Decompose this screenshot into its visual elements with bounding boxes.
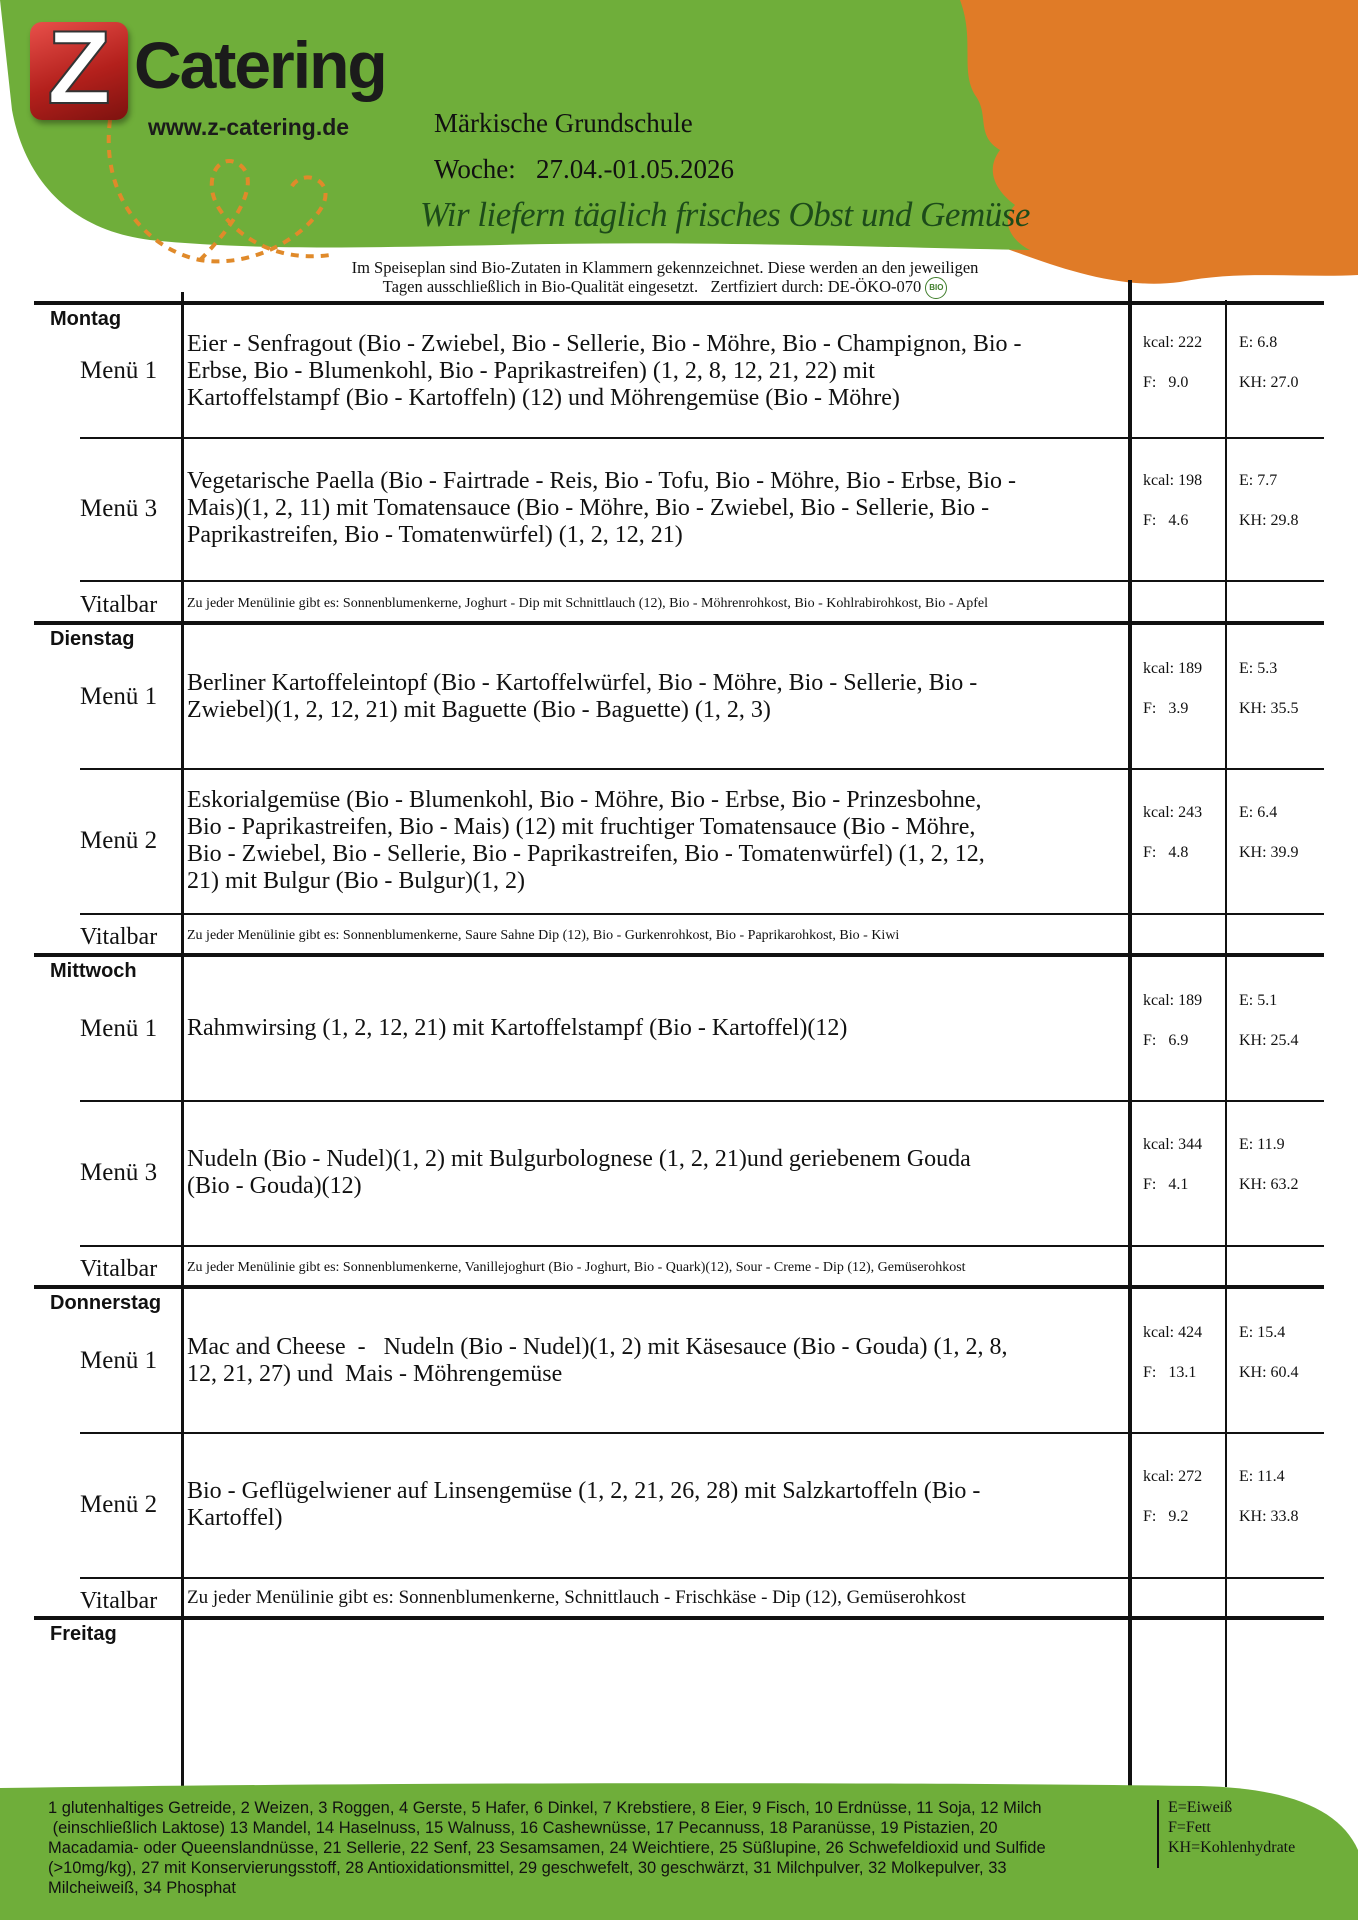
menu-description-line: Nudeln (Bio - Nudel)(1, 2) mit Bulgurbolognese (1, 2, 21)und geriebenem Gouda [187,1145,971,1172]
fat-value: F: 9.0 [1143,374,1189,391]
day-separator [34,953,1324,957]
day-name: Montag [50,308,122,330]
menu-description-line: Bio - Paprikastreifen, Bio - Mais) (12) mit fruchtiger Tomatensauce (Bio - Möhre, [187,813,976,840]
logo-url: www.z-catering.de [148,114,350,140]
bio-note-line-1: Im Speiseplan sind Bio-Zutaten in Klammern gekennzeichnet. Diese werden an den jeweiligen [351,258,979,277]
menu-description-line: Mais)(1, 2, 11) mit Tomatensauce (Bio - Möhre, Bio - Zwiebel, Bio - Sellerie, Bio - [187,495,990,521]
legend-protein: E=Eiweiß [1168,1799,1233,1816]
menu-separator [80,580,1324,582]
menu-description-line: (Bio - Gouda)(12) [187,1172,362,1199]
fat-value: F: 4.8 [1143,843,1189,861]
vitalbar-label: Vitalbar [80,924,158,950]
carbs-value: KH: 35.5 [1239,699,1299,717]
day-name: Mittwoch [50,960,137,982]
fat-value: F: 6.9 [1143,1031,1189,1049]
allergen-line: (einschließlich Laktose) 13 Mandel, 14 Haselnuss, 15 Walnuss, 16 Cashewnüsse, 17 Pecannuss, 18 Paranüsse, 19 Pistazien, 20 [48,1819,998,1837]
protein-value: E: 15.4 [1239,1323,1286,1341]
allergen-line: 1 glutenhaltiges Getreide, 2 Weizen, 3 Roggen, 4 Gerste, 5 Hafer, 6 Dinkel, 7 Krebstiere, 8 Eier, 9 Fisch, 10 Erdnüsse, 11 Soja, 12 Milch [48,1799,1042,1817]
logo-wordmark: Catering [134,28,386,102]
vitalbar-label: Vitalbar [80,1588,158,1614]
carbs-value: KH: 33.8 [1239,1507,1299,1525]
vitalbar-label: Vitalbar [80,1256,158,1282]
day-name: Dienstag [50,628,135,650]
carbs-value: KH: 29.8 [1239,511,1299,529]
menu-description-line: Eier - Senfragout (Bio - Zwiebel, Bio - Sellerie, Bio - Möhre, Bio - Champignon, Bio - [187,330,1022,357]
legend-fat: F=Fett [1168,1819,1211,1836]
day-separator [34,1616,1324,1620]
kcal-value: kcal: 243 [1143,803,1203,821]
menu-label: Menü 1 [80,1346,158,1374]
kcal-value: kcal: 344 [1143,1135,1203,1153]
vitalbar-text: Zu jeder Menülinie gibt es: Sonnenblumenkerne, Schnittlauch - Frischkäse - Dip (12), Gemüserohkost [187,1587,966,1608]
nutrition-legend [1168,1798,1295,1858]
kcal-value: kcal: 189 [1143,659,1203,677]
menu-separator [80,913,1324,915]
kcal-value: kcal: 198 [1143,471,1203,489]
allergen-line: Macadamia- oder Queenslandnüsse, 21 Sellerie, 22 Senf, 23 Sesamsamen, 24 Weichtiere, 25 Süßlupine, 26 Schwefeldioxid und Sulfide [48,1839,1046,1857]
column-divider-menu [181,292,184,1787]
kcal-value: kcal: 272 [1143,1467,1203,1485]
fat-value: F: 13.1 [1143,1363,1197,1381]
protein-value: E: 6.4 [1239,803,1278,821]
bio-note-line-2-text: Tagen ausschließlich in Bio-Qualität eingesetzt. Zertfiziert durch: DE-ÖKO-070 [382,277,922,296]
menu-separator [80,437,1324,439]
carbs-value: KH: 39.9 [1239,843,1299,861]
legend-divider [1157,1800,1159,1868]
logo-letter: Z [47,10,111,126]
menu-description-line: Zwiebel)(1, 2, 12, 21) mit Baguette (Bio - Baguette) (1, 2, 3) [187,696,771,723]
menu-description-line: 21) mit Bulgur (Bio - Bulgur)(1, 2) [187,867,525,894]
menu-description-line: Mac and Cheese - Nudeln (Bio - Nudel)(1, 2) mit Käsesauce (Bio - Gouda) (1, 2, 8, [187,1333,1008,1360]
menu-description-line: Eskorialgemüse (Bio - Blumenkohl, Bio - Möhre, Bio - Erbse, Bio - Prinzesbohne, [187,786,982,813]
menu-label: Menü 3 [80,494,158,522]
protein-value: E: 6.8 [1239,334,1278,351]
menu-label: Menü 1 [80,357,158,384]
carbs-value: KH: 27.0 [1239,374,1299,391]
day-separator [34,621,1324,625]
menu-label: Menü 2 [80,826,158,854]
bio-note-line-2 [250,277,1080,299]
menu-separator [80,1432,1324,1434]
menu-description-line: Kartoffel) [187,1504,283,1531]
fat-value: F: 4.6 [1143,511,1189,529]
day-name: Donnerstag [50,1292,162,1314]
vitalbar-label: Vitalbar [80,592,158,618]
kcal-value: kcal: 222 [1143,334,1203,351]
kcal-value: kcal: 424 [1143,1323,1203,1341]
column-divider-nutrition [1128,280,1132,1787]
menu-separator [80,1577,1324,1579]
carbs-value: KH: 63.2 [1239,1175,1299,1193]
kcal-value: kcal: 189 [1143,991,1203,1009]
menu-separator [80,1245,1324,1247]
menu-description-line: Bio - Geflügelwiener auf Linsengemüse (1, 2, 21, 26, 28) mit Salzkartoffeln (Bio - [187,1477,981,1504]
menu-description-line: Rahmwirsing (1, 2, 12, 21) mit Kartoffelstampf (Bio - Kartoffel)(12) [187,1015,848,1041]
menu-label: Menü 3 [80,1158,158,1186]
school-name: Märkische Grundschule [434,108,693,138]
bio-note [250,258,1080,299]
bio-seal-icon: BIO [925,277,947,299]
menu-description-line: Vegetarische Paella (Bio - Fairtrade - Reis, Bio - Tofu, Bio - Möhre, Bio - Erbse, Bio - [187,468,1017,494]
menu-description-line: Kartoffelstampf (Bio - Kartoffeln) (12) und Möhrengemüse (Bio - Möhre) [187,384,900,411]
menu-label: Menü 1 [80,682,158,710]
menu-description-line: Erbse, Bio - Blumenkohl, Bio - Paprikastreifen) (1, 2, 8, 12, 21, 22) mit [187,357,875,384]
allergen-line: (>10mg/kg), 27 mit Konservierungsstoff, 28 Antioxidationsmittel, 29 geschwefelt, 30 geschwärzt, 31 Milchpulver, 32 Molkepulver, 33 [48,1859,1007,1877]
fat-value: F: 3.9 [1143,699,1189,717]
day-name: Freitag [50,1623,117,1645]
fat-value: F: 4.1 [1143,1175,1189,1193]
menu-label: Menü 2 [80,1490,158,1518]
menu-separator [80,768,1324,770]
day-separator [34,301,1324,305]
slogan: Wir liefern täglich frisches Obst und Gemüse [420,195,1030,234]
protein-value: E: 7.7 [1239,471,1278,489]
carbs-value: KH: 60.4 [1239,1363,1299,1381]
protein-value: E: 5.1 [1239,991,1278,1009]
allergen-list [48,1798,1158,1898]
protein-value: E: 5.3 [1239,659,1278,677]
week-range: Woche: 27.04.-01.05.2026 [434,154,735,184]
vitalbar-text: Zu jeder Menülinie gibt es: Sonnenblumenkerne, Joghurt - Dip mit Schnittlauch (12), Bio - Möhrenrohkost, Bio - Kohlrabirohkost, Bio - Apfel [187,596,988,611]
column-divider-nutrition-inner [1225,300,1227,1787]
vitalbar-text: Zu jeder Menülinie gibt es: Sonnenblumenkerne, Saure Sahne Dip (12), Bio - Gurkenrohkost, Bio - Paprikarohkost, Bio - Kiwi [187,928,900,943]
protein-value: E: 11.4 [1239,1467,1285,1485]
menu-description-line: 12, 21, 27) und Mais - Möhrengemüse [187,1360,563,1387]
menu-separator [80,1100,1324,1102]
carbs-value: KH: 25.4 [1239,1031,1299,1049]
menu-description-line: Paprikastreifen, Bio - Tomatenwürfel) (1, 2, 12, 21) [187,522,683,548]
menu-label: Menü 1 [80,1014,158,1042]
day-separator [34,1285,1324,1289]
vitalbar-text: Zu jeder Menülinie gibt es: Sonnenblumenkerne, Vanillejoghurt (Bio - Joghurt, Bio - Quark)(12), Sour - Creme - Dip (12), Gemüserohkost [187,1260,966,1275]
menu-description-line: Bio - Zwiebel, Bio - Sellerie, Bio - Paprikastreifen, Bio - Tomatenwürfel) (1, 2, 12, [187,840,985,867]
protein-value: E: 11.9 [1239,1135,1285,1153]
fat-value: F: 9.2 [1143,1507,1189,1525]
legend-carbs: KH=Kohlenhydrate [1168,1839,1296,1856]
menu-description-line: Berliner Kartoffeleintopf (Bio - Kartoffelwürfel, Bio - Möhre, Bio - Sellerie, Bio - [187,669,978,696]
allergen-line: Milcheiweiß, 34 Phosphat [48,1879,237,1897]
